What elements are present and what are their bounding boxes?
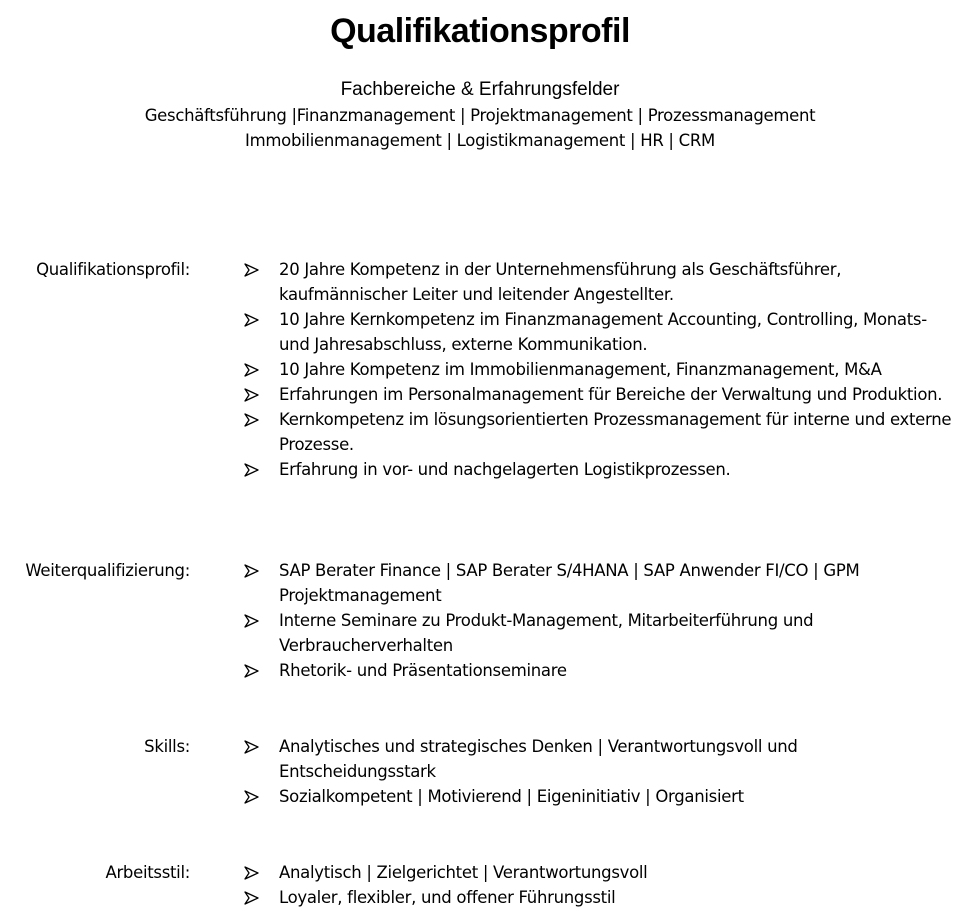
bullet-list	[244, 734, 956, 809]
page-title: Qualifikationsprofil	[330, 12, 630, 50]
list-item: Analytisches und strategisches Denken | Verantwortungsvoll und Entscheidungsstark	[244, 734, 956, 784]
arrow-bullet-icon	[244, 564, 259, 578]
list-item: Sozialkompetent | Motivierend | Eigeninitiativ | Organisiert	[244, 784, 956, 809]
section-label: Qualifikationsprofil:	[36, 260, 190, 279]
arrow-bullet-icon	[244, 313, 259, 327]
arrow-bullet-icon	[244, 866, 259, 880]
arrow-bullet-icon	[244, 388, 259, 402]
list-item: 10 Jahre Kernkompetenz im Finanzmanagement Accounting, Controlling, Monats- und Jahresabschluss, externe Kommunikation.	[244, 307, 956, 357]
arrow-bullet-icon	[244, 463, 259, 477]
fields-line-2: Immobilienmanagement | Logistikmanagement | HR | CRM	[245, 131, 715, 150]
list-item: Interne Seminare zu Produkt-Management, Mitarbeiterführung und Verbraucherverhalten	[244, 608, 956, 658]
list-item: 20 Jahre Kompetenz in der Unternehmensführung als Geschäftsführer, kaufmännischer Leiter und leitender Angestellter.	[244, 257, 956, 307]
arrow-bullet-icon	[244, 363, 259, 377]
section-label: Weiterqualifizierung:	[25, 561, 190, 580]
list-item: Erfahrungen im Personalmanagement für Bereiche der Verwaltung und Produktion.	[244, 382, 956, 407]
list-item: Erfahrung in vor- und nachgelagerten Logistikprozessen.	[244, 457, 956, 482]
arrow-bullet-icon	[244, 740, 259, 754]
fields-of-experience	[0, 103, 960, 153]
arrow-bullet-icon	[244, 790, 259, 804]
list-item: 10 Jahre Kompetenz im Immobilienmanagement, Finanzmanagement, M&A	[244, 357, 956, 382]
arrow-bullet-icon	[244, 614, 259, 628]
list-item: Rhetorik- und Präsentationseminare	[244, 658, 956, 683]
arrow-bullet-icon	[244, 891, 259, 905]
arrow-bullet-icon	[244, 263, 259, 277]
bullet-list	[244, 257, 956, 482]
list-item: SAP Berater Finance | SAP Berater S/4HANA | SAP Anwender FI/CO | GPM Projektmanagement	[244, 558, 956, 608]
section-label: Skills:	[144, 737, 190, 756]
list-item: Loyaler, flexibler, und offener Führungsstil	[244, 885, 956, 910]
list-item: Kernkompetenz im lösungsorientierten Prozessmanagement für interne und externe Prozesse.	[244, 407, 956, 457]
fields-line-1: Geschäftsführung |Finanzmanagement | Projektmanagement | Prozessmanagement	[144, 106, 816, 125]
list-item: Analytisch | Zielgerichtet | Verantwortungsvoll	[244, 860, 956, 885]
bullet-list	[244, 558, 956, 683]
arrow-bullet-icon	[244, 413, 259, 427]
bullet-list	[244, 860, 956, 910]
page-subtitle: Fachbereiche & Erfahrungsfelder	[340, 79, 620, 100]
arrow-bullet-icon	[244, 664, 259, 678]
section-label: Arbeitsstil:	[105, 863, 190, 882]
